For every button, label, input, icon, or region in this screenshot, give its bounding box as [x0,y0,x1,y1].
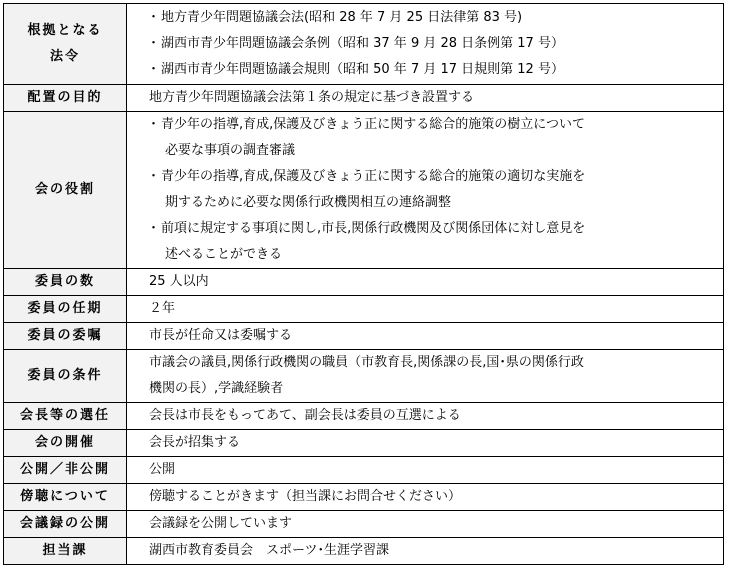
row-meeting [4,430,724,457]
row-purpose [4,85,724,112]
row-disclosure [4,457,724,484]
bullet-icon: ・ [147,62,161,77]
row-legal-basis [4,4,724,85]
label-role: 会の役割 [4,112,127,269]
row-minutes [4,511,724,538]
role-text-continued: 述べることができる [165,247,283,262]
bullet-icon: ・ [147,10,161,25]
value-legal-basis [127,4,724,85]
law-text: 湖西市青少年問題協議会条例（昭和 37 年 9 月 28 日条例第 17 号） [161,36,564,51]
value-member-count: 25 人以内 [127,269,724,296]
bullet-icon: ・ [147,221,161,236]
value-department: 湖西市教育委員会 スポーツ･生涯学習課 [127,538,724,565]
committee-info-table [3,3,724,565]
label-department: 担当課 [4,538,127,565]
label-member-count: 委員の数 [4,269,127,296]
value-purpose: 地方青少年問題協議会法第１条の規定に基づき設置する [127,85,724,112]
list-item [147,31,723,57]
conditions-line: 機関の長）,学識経験者 [149,381,284,396]
label-purpose: 配置の目的 [4,85,127,112]
role-text-continued: 必要な事項の調査審議 [165,143,296,158]
label-term: 委員の任期 [4,296,127,323]
value-minutes: 会議録を公開しています [127,511,724,538]
list-item [147,57,723,83]
label-chair-selection: 会長等の選任 [4,403,127,430]
row-term [4,296,724,323]
row-department [4,538,724,565]
value-meeting: 会長が招集する [127,430,724,457]
role-text: 前項に規定する事項に関し,市長,関係行政機関及び関係団体に対し意見を [161,221,586,236]
list-item [147,164,723,190]
law-text: 地方青少年問題協議会法(昭和 28 年 7 月 25 日法律第 83 号) [161,10,523,25]
list-item [147,5,723,31]
label-appointment: 委員の委嘱 [4,323,127,350]
row-role [4,112,724,269]
role-text-continued: 期するために必要な関係行政機関相互の連絡調整 [165,195,452,210]
value-conditions [127,350,724,403]
list-item [147,112,723,138]
conditions-line: 市議会の議員,関係行政機関の職員（市教育長,関係課の長,国･県の関係行政 [149,355,584,370]
value-term: ２年 [127,296,724,323]
value-chair-selection: 会長は市長をもってあて、副会長は委員の互選による [127,403,724,430]
label-observation: 傍聴について [4,484,127,511]
role-text: 青少年の指導,育成,保護及びきょう正に関する総合的施策の適切な実施を [161,169,586,184]
value-observation: 傍聴することがきます（担当課にお問合せください） [127,484,724,511]
label-line: 法令 [49,49,80,64]
row-observation [4,484,724,511]
bullet-icon: ・ [147,117,161,132]
label-disclosure: 公開／非公開 [4,457,127,484]
label-minutes: 会議録の公開 [4,511,127,538]
law-text: 湖西市青少年問題協議会規則（昭和 50 年 7 月 17 日規則第 12 号） [161,62,564,77]
value-role [127,112,724,269]
row-conditions [4,350,724,403]
list-item [147,216,723,242]
label-conditions: 委員の条件 [4,350,127,403]
bullet-icon: ・ [147,169,161,184]
value-disclosure: 公開 [127,457,724,484]
label-line: 根拠となる [27,23,103,38]
row-chair-selection [4,403,724,430]
role-text: 青少年の指導,育成,保護及びきょう正に関する総合的施策の樹立について [161,117,586,132]
value-appointment: 市長が任命又は委嘱する [127,323,724,350]
bullet-icon: ・ [147,36,161,51]
row-member-count [4,269,724,296]
label-legal-basis [4,4,127,85]
row-appointment [4,323,724,350]
label-meeting: 会の開催 [4,430,127,457]
